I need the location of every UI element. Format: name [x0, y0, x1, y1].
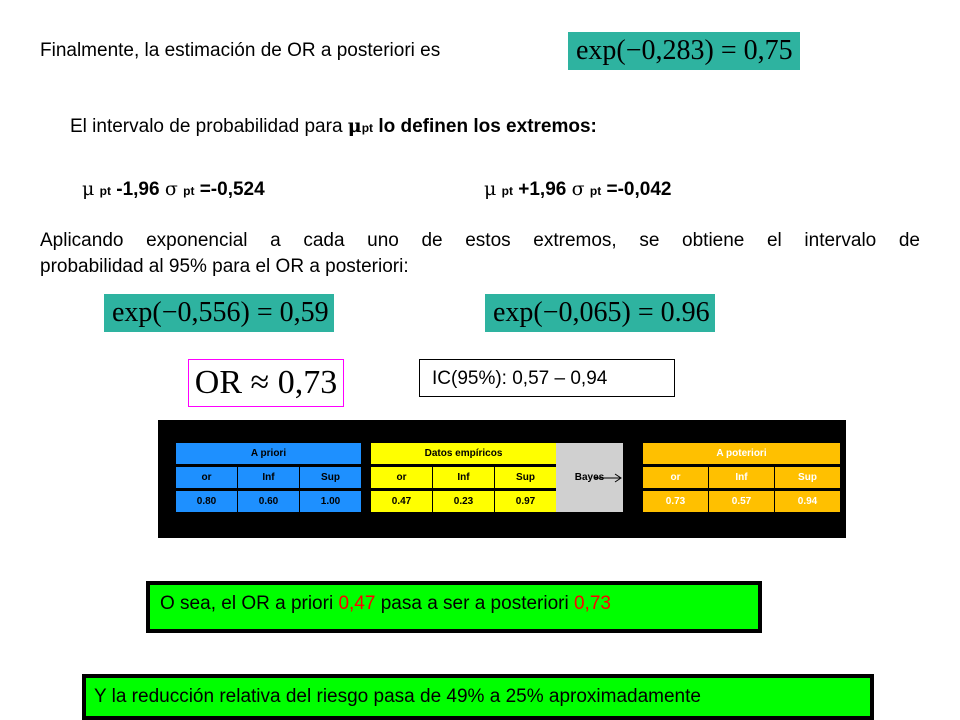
lower-extreme [82, 176, 265, 204]
apriori-val-or: 0.80 [176, 491, 237, 512]
mu-symbol: μ [347, 115, 362, 137]
empiricos-val-sup: 0.97 [495, 491, 556, 512]
subscript: pt [183, 184, 195, 198]
aposteriori-val-inf: 0.57 [709, 491, 774, 512]
apriori-col-or: or [176, 467, 237, 488]
aposteriori-col-inf: Inf [709, 467, 774, 488]
mu-symbol: μ [484, 178, 497, 200]
empiricos-header: Datos empíricos [371, 443, 556, 464]
empiricos-val-inf: 0.23 [433, 491, 494, 512]
subscript: pt [589, 184, 602, 198]
confidence-interval-box: IC(95%): 0,57 – 0,94 [419, 359, 675, 397]
or-approx-box: OR ≈ 0,73 [188, 359, 344, 407]
apriori-col-sup: Sup [300, 467, 361, 488]
subscript: pt [501, 184, 513, 198]
coefficient: -1,96 [110, 179, 165, 200]
interval-definition [70, 113, 597, 141]
table-header-row [176, 443, 822, 464]
posterior-or-value: 0,73 [573, 593, 611, 614]
aposteriori-col-sup: Sup [775, 467, 840, 488]
aposteriori-header: A poteriori [643, 443, 840, 464]
interval-suffix: lo definen los extremos: [373, 116, 597, 137]
mu-subscript: pt [361, 121, 374, 135]
summary-text-2: pasa a ser a posteriori [375, 593, 574, 614]
bayes-table [158, 420, 846, 538]
upper-extreme-value: =-0,042 [601, 179, 672, 200]
upper-extreme [484, 176, 671, 204]
prior-or-value: 0,47 [338, 593, 376, 614]
subscript: pt [99, 184, 111, 198]
apriori-val-inf: 0.60 [238, 491, 299, 512]
paragraph-line-2: probabilidad al 95% para el OR a posteriori: [40, 256, 409, 277]
interval-prefix: El intervalo de probabilidad para [70, 116, 348, 137]
sigma-symbol: σ [164, 178, 178, 200]
lower-bound-formula: exp(−0,556) = 0,59 [104, 294, 334, 332]
estimation-sentence: Finalmente, la estimación de OR a posteriori es [40, 40, 441, 61]
apriori-val-sup: 1.00 [300, 491, 361, 512]
coefficient: +1,96 [512, 179, 572, 200]
table-values-row [176, 491, 840, 512]
sigma-symbol: σ [571, 178, 585, 200]
empiricos-col-or: or [371, 467, 432, 488]
posterior-or-formula: exp(−0,283) = 0,75 [568, 32, 800, 70]
paragraph-line-1: Aplicando exponencial a cada uno de estos extremos, se obtiene el intervalo de [40, 230, 920, 251]
aposteriori-col-or: or [643, 467, 708, 488]
empiricos-col-sup: Sup [495, 467, 556, 488]
aposteriori-val-or: 0.73 [643, 491, 708, 512]
upper-bound-formula: exp(−0,065) = 0.96 [485, 294, 715, 332]
aposteriori-val-sup: 0.94 [775, 491, 840, 512]
apriori-header: A priori [176, 443, 361, 464]
summary-text-1: O sea, el OR a priori [160, 593, 339, 614]
table-columns-row [176, 467, 840, 488]
bayes-label: Bayes [574, 472, 605, 483]
exponential-paragraph [40, 228, 920, 280]
empiricos-val-or: 0.47 [371, 491, 432, 512]
lower-extreme-value: =-0,524 [194, 179, 265, 200]
mu-symbol: μ [82, 178, 95, 200]
summary-risk-reduction: Y la reducción relativa del riesgo pasa de 49% a 25% aproximadamente [82, 674, 874, 720]
summary-or-change [146, 581, 762, 633]
empiricos-col-inf: Inf [433, 467, 494, 488]
apriori-col-inf: Inf [238, 467, 299, 488]
